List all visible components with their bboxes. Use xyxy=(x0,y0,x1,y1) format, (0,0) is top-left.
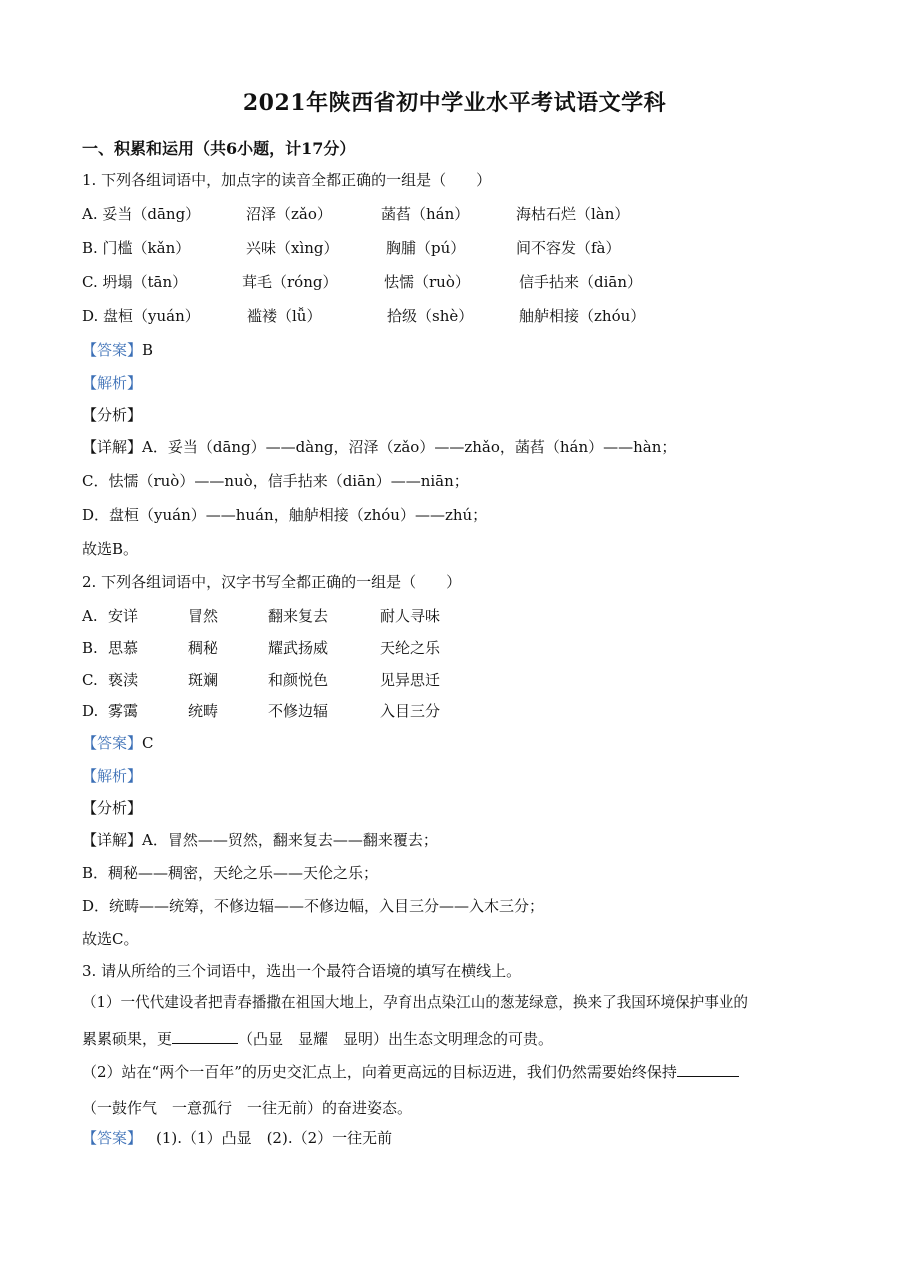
part1-prefix: 累累硕果，更 xyxy=(82,1030,173,1048)
q1-option-c-1: C. 坍塌（tān） xyxy=(82,273,188,291)
answer-tag: 【答案】 xyxy=(82,1129,143,1147)
q1-option-b-3: 胸脯（pú） xyxy=(386,239,466,257)
q2-option-c-letter: C. xyxy=(82,671,98,689)
q2-detail-3: D．统畴——统筹，不修边辐——不修边幅，入目三分——入木三分； xyxy=(82,897,545,915)
answer-blank-2[interactable] xyxy=(677,1062,739,1077)
q2-option-d-3: 不修边辐 xyxy=(268,702,329,720)
answer-value: B xyxy=(142,341,154,359)
q2-option-d-1: 雾霭 xyxy=(108,702,139,720)
detail-text: A．妥当（dāng）——dàng，沼泽（zǎo）——zhǎo，菡萏（hán）——hàn； xyxy=(142,438,677,456)
q3-part1-line2 xyxy=(82,1029,553,1049)
q1-option-a-1: A. 妥当（dāng） xyxy=(82,205,201,223)
q1-option-a-4: 海枯石烂（làn） xyxy=(516,205,630,223)
answer-tag: 【答案】 xyxy=(82,341,143,359)
q2-option-a-3: 翻来复去 xyxy=(268,607,329,625)
q2-detail-1 xyxy=(82,830,438,850)
q2-analysis-tag: 【解析】 xyxy=(82,767,143,785)
q1-detail-3: D．盘桓（yuán）——huán，舳舻相接（zhóu）——zhú； xyxy=(82,506,488,524)
q3-part2-line1 xyxy=(82,1062,739,1082)
q2-option-a-2: 冒然 xyxy=(188,607,219,625)
section-heading: 一、积累和运用（共6小题，计17分） xyxy=(82,139,356,158)
q2-option-c-1: 亵渎 xyxy=(108,671,139,689)
q2-option-c-4: 见异思迁 xyxy=(380,671,441,689)
q3-part2-line2: （一鼓作气 一意孤行 一往无前）的奋进姿态。 xyxy=(82,1099,413,1117)
q2-option-b-2: 稠秘 xyxy=(188,639,219,657)
q1-option-d-3: 拾级（shè） xyxy=(387,307,474,325)
q1-fenxi: 【分析】 xyxy=(82,406,143,424)
q1-option-b-2: 兴味（xìng） xyxy=(246,239,339,257)
q2-option-a-1: 安详 xyxy=(108,607,139,625)
q1-option-c-4: 信手拈来（diān） xyxy=(519,273,643,291)
q1-option-d-2: 褴褛（lǚ） xyxy=(247,307,322,325)
q2-option-c-3: 和颜悦色 xyxy=(268,671,329,689)
q1-analysis-tag: 【解析】 xyxy=(82,374,143,392)
q2-option-a-4: 耐人寻味 xyxy=(380,607,441,625)
detail-tag: 【详解】 xyxy=(82,831,143,849)
q1-option-d-4: 舳舻相接（zhóu） xyxy=(519,307,646,325)
q1-option-d-1: D. 盘桓（yuán） xyxy=(82,307,200,325)
q2-fenxi: 【分析】 xyxy=(82,799,143,817)
q2-answer xyxy=(82,733,154,753)
q2-option-d-4: 入目三分 xyxy=(380,702,441,720)
q2-option-d-2: 统畴 xyxy=(188,702,219,720)
q1-option-a-3: 菡萏（hán） xyxy=(381,205,470,223)
q2-option-b-4: 天纶之乐 xyxy=(380,639,441,657)
q1-option-b-4: 间不容发（fà） xyxy=(516,239,621,257)
q1-option-b-1: B. 门槛（kǎn） xyxy=(82,239,191,257)
detail-tag: 【详解】 xyxy=(82,438,143,456)
q1-detail-1 xyxy=(82,437,676,457)
q1-option-c-2: 茸毛（róng） xyxy=(242,273,338,291)
q3-answer xyxy=(82,1128,392,1148)
q2-option-c-2: 斑斓 xyxy=(188,671,219,689)
q2-detail-2: B．稠秘——稠密，天纶之乐——天伦之乐； xyxy=(82,864,379,882)
part2-text: （2）站在“两个一百年”的历史交汇点上，向着更高远的目标迈进，我们仍然需要始终保持 xyxy=(82,1063,677,1081)
answer-tag: 【答案】 xyxy=(82,734,143,752)
q2-option-b-letter: B. xyxy=(82,639,98,657)
q3-stem: 3. 请从所给的三个词语中，选出一个最符合语境的填写在横线上。 xyxy=(82,962,522,980)
page-title: 2021年陕西省初中学业水平考试语文学科 xyxy=(242,90,667,116)
answer-value: C xyxy=(142,734,154,752)
q1-option-a-2: 沼泽（zǎo） xyxy=(246,205,332,223)
q1-stem: 1. 下列各组词语中，加点字的读音全都正确的一组是（ ） xyxy=(82,171,492,189)
q1-detail-2: C．怯懦（ruò）——nuò，信手拈来（diān）——niān； xyxy=(82,472,469,490)
q1-answer xyxy=(82,340,153,360)
detail-text: A．冒然——贸然，翻来复去——翻来覆去； xyxy=(142,831,438,849)
q2-option-a-letter: A. xyxy=(82,607,98,625)
answer-value: (1).（1）凸显 (2).（2）一往无前 xyxy=(156,1129,393,1147)
q2-option-d-letter: D. xyxy=(82,702,99,720)
q2-option-b-3: 耀武扬威 xyxy=(268,639,329,657)
answer-blank-1[interactable] xyxy=(172,1029,238,1044)
q3-part1-line1: （1）一代代建设者把青春播撒在祖国大地上，孕育出点染江山的葱茏绿意，换来了我国环境保护事业的 xyxy=(82,994,749,1011)
q2-conclusion: 故选C。 xyxy=(82,930,139,948)
q1-option-c-3: 怯懦（ruò） xyxy=(384,273,470,291)
part1-suffix: （凸显 显耀 显明）出生态文明理念的可贵。 xyxy=(238,1030,554,1048)
q2-option-b-1: 思慕 xyxy=(108,639,139,657)
q1-conclusion: 故选B。 xyxy=(82,540,139,558)
q2-stem: 2. 下列各组词语中，汉字书写全都正确的一组是（ ） xyxy=(82,573,462,591)
